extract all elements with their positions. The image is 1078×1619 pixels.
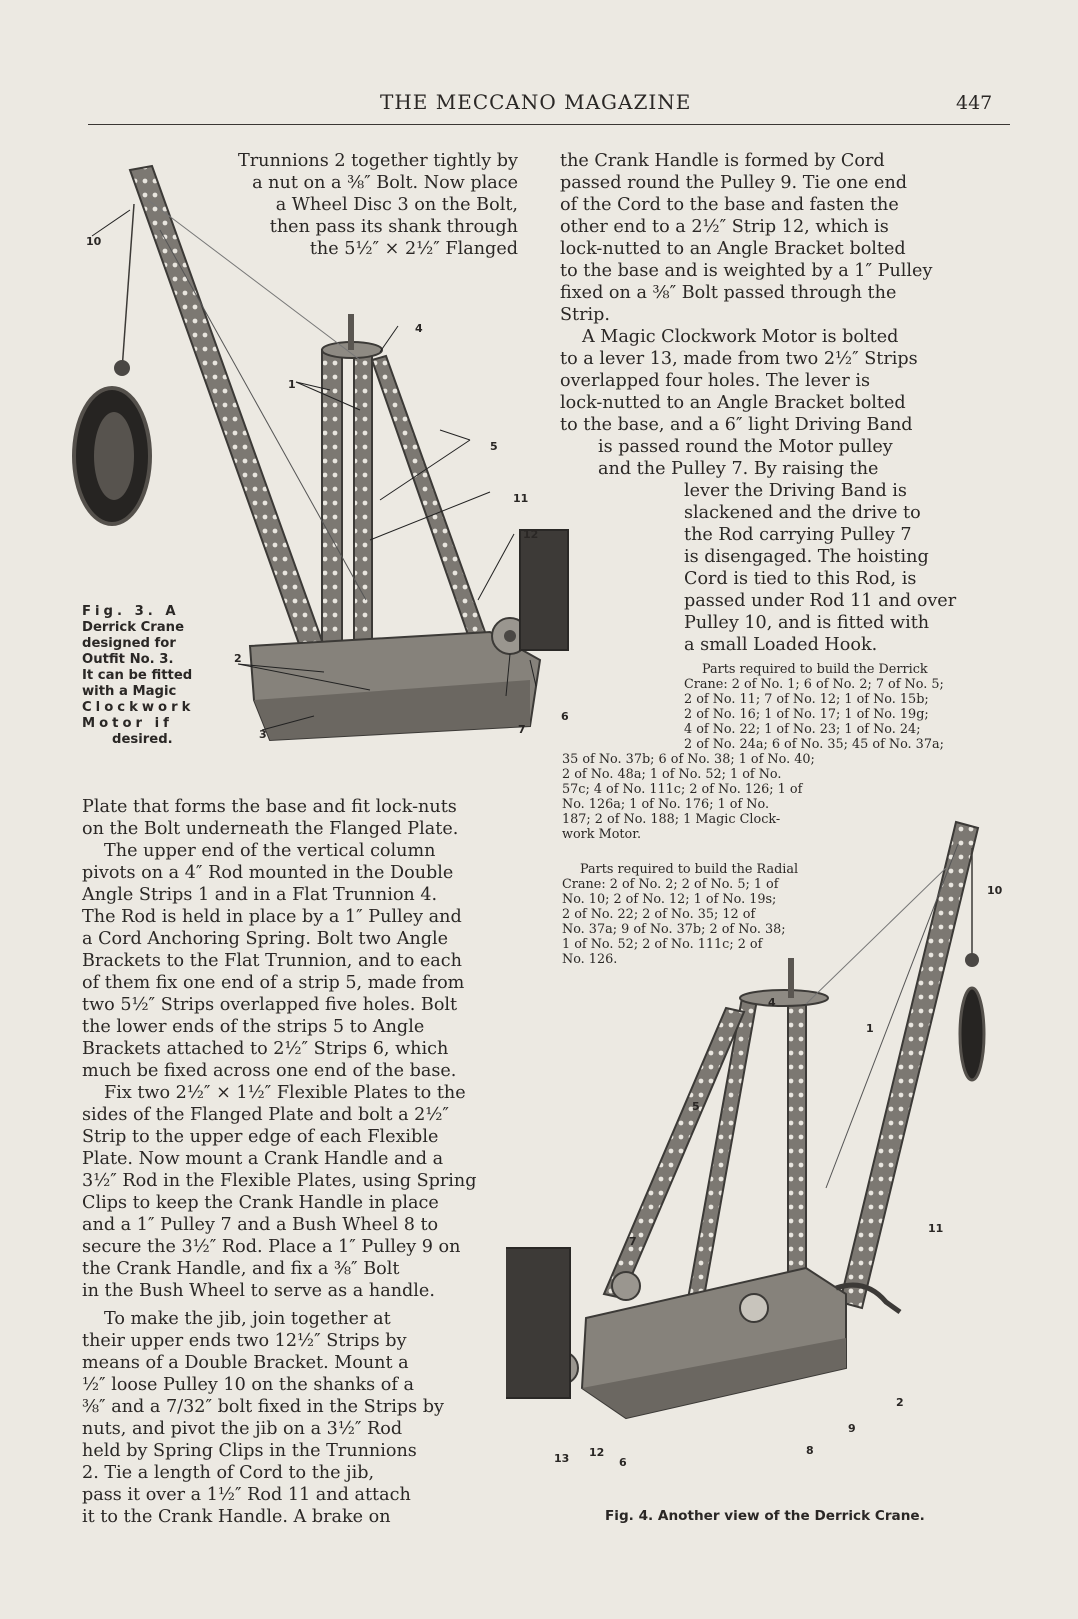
fig3-callout: 7 — [518, 723, 526, 736]
fig4-callout: 2 — [896, 1396, 904, 1409]
parts-list-radial-crane: Parts required to build the Radial Crane: 2 of No. 2; 2 of No. 5; 1 of No. 10; 2 of No. 12; 1 of No. 19s; 2 of No. 22; 2 of No. 35; 12 of No. 37a; 9 of No. 37b; 2 of No. 38; 1 of No. 52; 2 of No. 111c; 2 of No. 126. — [562, 862, 799, 967]
text-line: The upper end of the vertical column — [104, 841, 436, 861]
text-line: their upper ends two 12½″ Strips by — [82, 1331, 407, 1351]
text-line: Angle Strips 1 and in a Flat Trunnion 4. — [82, 885, 438, 905]
text-line: on the Bolt underneath the Flanged Plate. — [82, 819, 459, 839]
text-line: it to the Crank Handle. A brake on — [82, 1507, 391, 1527]
text-line: much be fixed across one end of the base. — [82, 1061, 457, 1081]
fig3-callout: 10 — [86, 235, 102, 248]
text-line: 2. Tie a length of Cord to the jib, — [82, 1463, 375, 1483]
figure-4-derrick-crane-illustration — [506, 808, 1006, 1478]
header-rule — [88, 124, 1010, 125]
parts-list-derrick-crane-continued: 35 of No. 37b; 6 of No. 38; 1 of No. 40; 2 of No. 48a; 1 of No. 52; 1 of No. 57c; 4 of No. 111c; 2 of No. 126; 1 of No. 126a; 1 of No. 176; 1 of No. 187; 2 of No. 188; 1 Magic Clock- work Motor. — [562, 752, 815, 842]
text-line: of them fix one end of a strip 5, made from — [82, 973, 465, 993]
fig4-callout: 13 — [554, 1452, 570, 1465]
left-column-main-text — [82, 796, 522, 1302]
right-column-paragraph-2-narrow: lever the Driving Band is slackened and the drive to the Rod carrying Pulley 7 is disengaged. The hoisting Cord is tied to this Rod, is passed under Rod 11 and over Pulley 10, and is fitted with a small Loaded Hook. — [684, 481, 957, 655]
text-line: Fix two 2½″ × 1½″ Flexible Plates to the — [104, 1083, 466, 1103]
fig4-callout: 12 — [589, 1446, 605, 1459]
text-line: ½″ loose Pulley 10 on the shanks of a — [82, 1375, 414, 1395]
right-column-paragraph-2-mid: is passed round the Motor pulley and the Pulley 7. By raising the — [598, 437, 893, 479]
text-line: Brackets attached to 2½″ Strips 6, which — [82, 1039, 449, 1059]
text-line: Clips to keep the Crank Handle in place — [82, 1193, 439, 1213]
text-line: and a 1″ Pulley 7 and a Bush Wheel 8 to — [82, 1215, 439, 1235]
text-line: ⅜″ and a 7/32″ bolt fixed in the Strips by — [82, 1397, 444, 1417]
text-line: in the Bush Wheel to serve as a handle. — [82, 1281, 435, 1301]
text-line: Plate. Now mount a Crank Handle and a — [82, 1149, 444, 1169]
fig3-callout: 3 — [259, 728, 267, 741]
text-line: pass it over a 1½″ Rod 11 and attach — [82, 1485, 411, 1505]
fig4-callout: 4 — [768, 996, 776, 1009]
fig4-callout: 5 — [692, 1100, 700, 1113]
fig3-callout: 4 — [415, 322, 423, 335]
fig3-callout: 5 — [490, 440, 498, 453]
fig3-callout: 12 — [523, 528, 539, 541]
fig3-callout: 2 — [234, 652, 242, 665]
text-line: 3½″ Rod in the Flexible Plates, using Spring — [82, 1171, 477, 1191]
fig3-callout: 11 — [513, 492, 529, 505]
text-line: pivots on a 4″ Rod mounted in the Double — [82, 863, 454, 883]
text-line: the lower ends of the strips 5 to Angle — [82, 1017, 425, 1037]
left-column-bottom-text — [82, 1308, 468, 1528]
parts-list-derrick-crane: Parts required to build the Derrick Crane: 2 of No. 1; 6 of No. 2; 7 of No. 5; 2 of No. 11; 7 of No. 12; 1 of No. 15b; 2 of No. 16; 1 of No. 17; 1 of No. 19g; 4 of No. 22; 1 of No. 23; 1 of No. 24; 2 of No. 24a; 6 of No. 35; 45 of No. 37a; — [684, 662, 944, 752]
fig4-callout: 11 — [928, 1222, 944, 1235]
text-line: The Rod is held in place by a 1″ Pulley and — [82, 907, 462, 927]
fig3-callout: 1 — [288, 378, 296, 391]
fig4-callout: 9 — [848, 1422, 856, 1435]
figure-3-caption: Fig. 3. A Derrick Crane designed for Outfit No. 3. It can be fitted with a Magic Clockwork Motor if desired. — [82, 604, 195, 747]
fig4-callout: 10 — [987, 884, 1003, 897]
left-column-top-text: Trunnions 2 together tightly by a nut on a ⅜″ Bolt. Now place a Wheel Disc 3 on the Bolt, then pass its shank through the 5½″ × 2½″ Flanged — [238, 151, 518, 259]
text-line: Plate that forms the base and fit lock-nuts — [82, 797, 457, 817]
page-number: 447 — [956, 92, 993, 114]
text-line: To make the jib, join together at — [104, 1309, 391, 1329]
text-line: Brackets to the Flat Trunnion, and to each — [82, 951, 462, 971]
text-line: Strip to the upper edge of each Flexible — [82, 1127, 439, 1147]
fig4-callout: 6 — [619, 1456, 627, 1469]
text-line: the Crank Handle, and fix a ⅜″ Bolt — [82, 1259, 400, 1279]
text-line: sides of the Flanged Plate and bolt a 2½″ — [82, 1105, 449, 1125]
text-line: two 5½″ Strips overlapped five holes. Bolt — [82, 995, 458, 1015]
right-column-top-text: the Crank Handle is formed by Cord passed round the Pulley 9. Tie one end of the Cord to the base and fasten the other end to a 2½″ Strip 12, which is lock-nutted to an Angle Bracket bolted to the base and is weighted by a 1″ Pulley fixed on a ⅜″ Bolt passed through the Strip. — [560, 151, 933, 325]
text-line: secure the 3½″ Rod. Place a 1″ Pulley 9 on — [82, 1237, 461, 1257]
text-line: held by Spring Clips in the Trunnions — [82, 1441, 417, 1461]
text-line: means of a Double Bracket. Mount a — [82, 1353, 409, 1373]
fig4-callout: 7 — [629, 1235, 637, 1248]
running-head-title: THE MECCANO MAGAZINE — [380, 90, 692, 114]
figure-4-caption: Fig. 4. Another view of the Derrick Crane. — [605, 1508, 925, 1524]
fig4-callout: 8 — [806, 1444, 814, 1457]
fig3-callout: 6 — [561, 710, 569, 723]
right-column-paragraph-2: A Magic Clockwork Motor is bolted to a lever 13, made from two 2½″ Strips overlapped four holes. The lever is lock-nutted to an Angle Bracket bolted to the base, and a 6″ light Driving Band — [560, 327, 918, 435]
text-line: a Cord Anchoring Spring. Bolt two Angle — [82, 929, 449, 949]
fig4-callout: 1 — [866, 1022, 874, 1035]
text-line: nuts, and pivot the jib on a 3½″ Rod — [82, 1419, 403, 1439]
